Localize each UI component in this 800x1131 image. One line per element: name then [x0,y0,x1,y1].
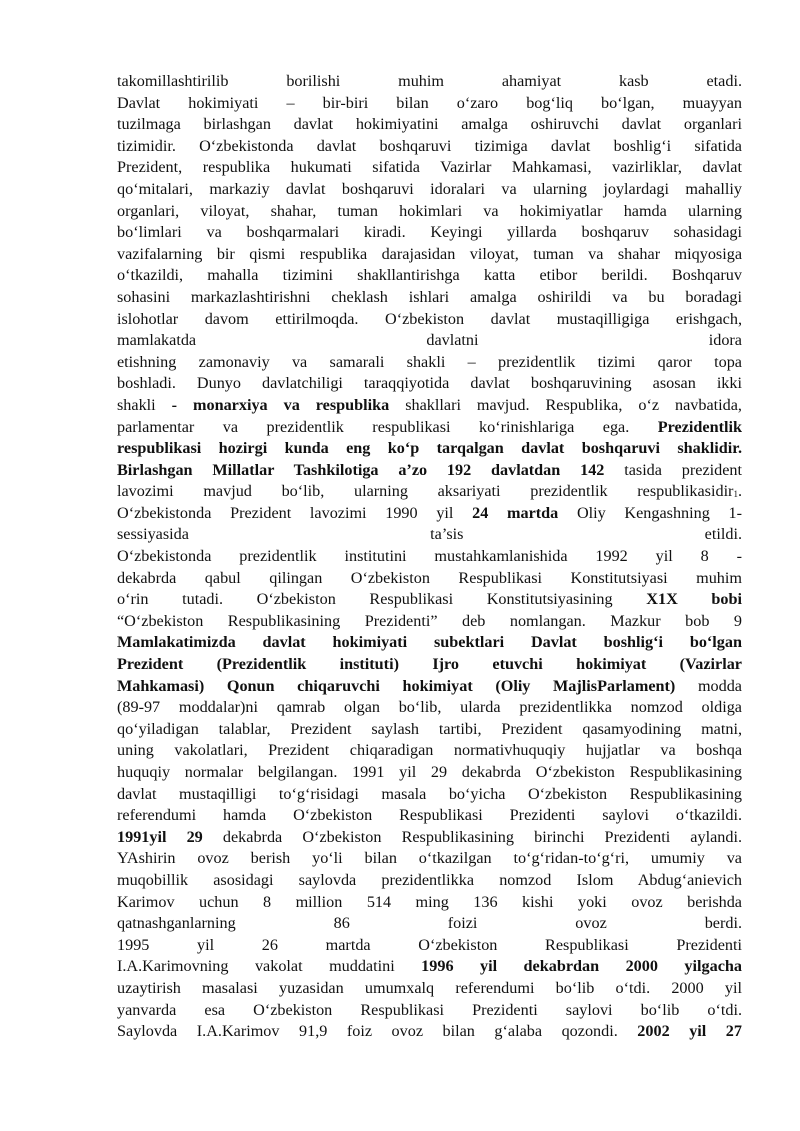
text-segment: sohasini markazlashtirishni cheklash ishlari amalga oshirildi va bu boradagi [117,287,742,306]
text-line [117,201,742,223]
text-segment: yanvarda esa O‘zbekiston Respublikasi Prezidenti saylovi bo‘lib o‘tdi. [117,1000,742,1019]
text-line [117,309,742,331]
text-line [117,697,742,719]
text-segment: islohotlar davom ettirilmoqda. O‘zbekiston davlat mustaqilligiga erishgach, [117,309,742,328]
bold-text: X1X bobi [646,590,742,609]
text-segment: modda [675,676,742,695]
bold-text: - monarxiya va respublika [171,395,390,414]
text-line [117,892,742,914]
text-segment: Saylovda I.A.Karimov 91,9 foiz ovoz bilan g‘alaba qozondi. [117,1022,638,1041]
text-segment: tasida prezident [604,460,742,479]
text-line [117,352,742,374]
text-line [117,330,742,352]
text-segment: qo‘yiladigan talablar, Prezident saylash tartibi, Prezident qasamyodining matni, [117,719,742,738]
text-line [117,460,742,482]
bold-text: Prezidentlik [657,417,742,436]
text-line [117,179,742,201]
bold-text: Birlashgan Millatlar Tashkilotiga a’zo 192 davlatdan 142 [117,460,605,479]
text-line [117,157,742,179]
text-line [117,589,742,611]
text-segment: muqobillik asosidagi saylovda prezidentlikka nomzod Islom Abdug‘anievich [117,870,742,889]
text-segment: bo‘limlari va boshqarmalari kiradi. Keyingi yillarda boshqaruv sohasidagi [117,223,742,242]
text-segment: o‘rin tutadi. O‘zbekiston Respublikasi Konstitutsiyasining [117,590,647,609]
text-line [117,935,742,957]
text-segment: mamlakatda davlatni idora [117,331,742,350]
text-segment: lavozimi mavjud bo‘lib, ularning aksariyati prezidentlik respublikasidir [117,482,734,501]
text-line [117,740,742,762]
text-line [117,417,742,439]
text-line [117,546,742,568]
text-segment: shakli [117,395,172,414]
text-line [117,632,742,654]
text-line [117,1000,742,1022]
text-segment: o‘tkazildi, mahalla tizimini shakllantirishga katta etibor berildi. Boshqaruv [117,266,742,285]
text-segment: Oliy Kengashning 1- [558,503,742,522]
bold-text: 1991yil 29 [117,827,203,846]
bold-text: 2002 yil 27 [637,1022,742,1041]
text-segment: takomillashtirilib borilishi muhim ahamiyat kasb etadi. [117,72,742,90]
text-segment: tizimidir. O‘zbekistonda davlat boshqaruvi tizimiga davlat boshlig‘i sifatida [117,136,742,155]
text-segment: uning vakolatlari, Prezident chiqaradigan normativhuquqiy hujjatlar va boshqa [117,741,742,760]
text-segment: “O‘zbekiston Respublikasining Prezidenti” deb nomlangan. Mazkur bob 9 [117,611,742,630]
text-line [117,71,742,93]
document-body-text [117,71,742,1043]
text-line [117,568,742,590]
text-line [117,438,742,460]
text-line [117,956,742,978]
text-segment: O‘zbekistonda Prezident lavozimi 1990 yil [117,503,473,522]
text-segment: (89-97 moddalar)ni qamrab olgan bo‘lib, ularda prezidentlikka nomzod oldiga [117,698,742,717]
text-segment: qo‘mitalari, markaziy davlat boshqaruvi idoralari va ularning joylardagi mahalliy [117,179,742,198]
text-segment: 1995 yil 26 martda O‘zbekiston Respublikasi Prezidenti [117,935,742,954]
text-segment: uzaytirish masalasi yuzasidan umumxalq referendumi bo‘lib o‘tdi. 2000 yil [117,978,742,997]
bold-text: Mahkamasi) Qonun chiqaruvchi hokimiyat (Oliy MajlisParlament) [117,676,676,695]
text-segment: O‘zbekistonda prezidentlik institutini mustahkamlanishida 1992 yil 8 - [117,547,742,566]
text-segment: Prezident, respublika hukumati sifatida Vazirlar Mahkamasi, vazirliklar, davlat [117,158,742,177]
text-line [117,784,742,806]
text-segment: Karimov uchun 8 million 514 ming 136 kishi yoki ovoz berishda [117,892,742,911]
text-line [117,136,742,158]
text-line [117,481,742,503]
bold-text: 24 martda [472,503,559,522]
text-line [117,503,742,525]
text-segment: organlari, viloyat, shahar, tuman hokimlari va hokimiyatlar hamda ularning [117,201,742,220]
text-line [117,719,742,741]
footnote-marker: 1 [733,489,738,500]
text-segment: dekabrda qabul qilingan O‘zbekiston Respublikasi Konstitutsiyasi muhim [117,568,742,587]
text-segment: etishning zamonaviy va samarali shakli – prezidentlik tizimi qaror topa [117,352,742,371]
bold-text: respublikasi hozirgi kunda eng ko‘p tarqalgan davlat boshqaruvi shaklidir. [117,439,742,458]
text-segment: sessiyasida ta’sis etildi. [117,525,742,544]
text-segment: shakllari mavjud. Respublika, o‘z navbatida, [389,395,742,414]
text-segment: qatnashganlarning 86 foizi ovoz berdi. [117,914,742,933]
text-line [117,654,742,676]
text-segment: Davlat hokimiyati – bir-biri bilan o‘zaro bog‘liq bo‘lgan, muayyan [117,93,742,112]
text-line [117,93,742,115]
text-line [117,373,742,395]
text-line [117,848,742,870]
text-line [117,978,742,1000]
text-line [117,827,742,849]
text-segment: referendumi hamda O‘zbekiston Respublikasi Prezidenti saylovi o‘tkazildi. [117,806,742,825]
text-line [117,762,742,784]
text-line [117,805,742,827]
text-segment: tuzilmaga birlashgan davlat hokimiyatini amalga oshiruvchi davlat organlari [117,115,742,134]
bold-text: Prezident (Prezidentlik instituti) Ijro etuvchi hokimiyat (Vazirlar [117,655,742,674]
text-segment: dekabrda O‘zbekiston Respublikasining birinchi Prezidenti aylandi. [202,827,742,846]
text-line [117,265,742,287]
text-line [117,222,742,244]
text-line [117,524,742,546]
bold-text: Mamlakatimizda davlat hokimiyati subektlari Davlat boshlig‘i bo‘lgan [117,633,742,652]
text-segment: vazifalarning bir qismi respublika darajasidan viloyat, tuman va shahar miqyosiga [117,244,742,263]
text-line [117,913,742,935]
text-line [117,114,742,136]
text-line [117,287,742,309]
text-line [117,870,742,892]
text-segment: huquqiy normalar belgilangan. 1991 yil 29 dekabrda O‘zbekiston Respublikasining [117,763,742,781]
text-segment: davlat mustaqilligi to‘g‘risidagi masala bo‘yicha O‘zbekiston Respublikasining [117,784,742,803]
text-segment: I.A.Karimovning vakolat muddatini [117,957,422,976]
text-line [117,1021,742,1043]
text-line [117,611,742,633]
bold-text: 1996 yil dekabrdan 2000 yilgacha [421,957,742,976]
text-line [117,244,742,266]
text-line [117,676,742,698]
text-segment: parlamentar va prezidentlik respublikasi ko‘rinishlariga ega. [117,417,658,436]
text-line [117,395,742,417]
text-segment: . [737,482,742,501]
text-segment: boshladi. Dunyo davlatchiligi taraqqiyotida davlat boshqaruvining asosan ikki [117,374,742,393]
text-segment: YAshirin ovoz berish yo‘li bilan o‘tkazilgan to‘g‘ridan-to‘g‘ri, umumiy va [117,849,742,868]
